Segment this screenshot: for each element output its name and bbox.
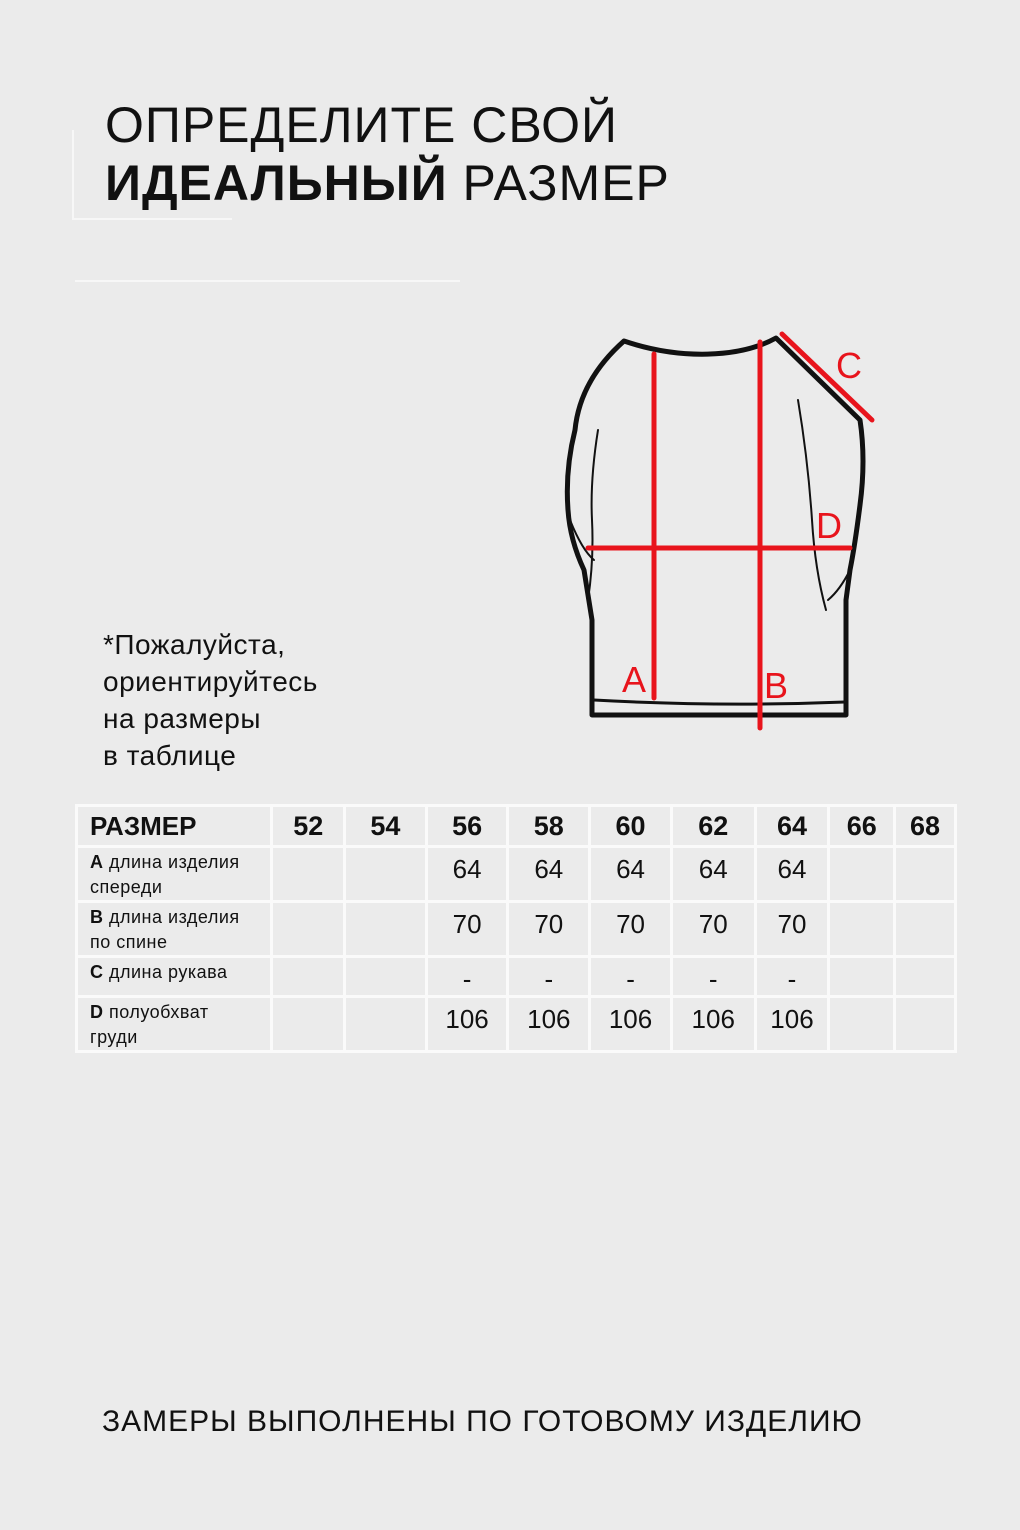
table-cell: [829, 997, 895, 1052]
table-cell: 106: [508, 997, 590, 1052]
row-label: C длина рукава: [77, 957, 272, 997]
table-cell: [345, 847, 427, 902]
hem-band: [594, 700, 845, 704]
table-cell: [895, 847, 956, 902]
size-header: 64: [755, 806, 829, 847]
table-cell: 70: [508, 902, 590, 957]
size-header: 66: [829, 806, 895, 847]
size-note: *Пожалуйста, ориентируйтесь на размеры в таблице: [103, 629, 318, 771]
table-cell: -: [508, 957, 590, 997]
garment-measurement-diagram: [550, 320, 890, 750]
size-header: 52: [272, 806, 345, 847]
table-cell: 70: [671, 902, 755, 957]
title-bold-word: ИДЕАЛЬНЫЙ: [105, 155, 448, 211]
left-side-seam: [588, 430, 598, 600]
table-cell: [345, 902, 427, 957]
title-line-2: [105, 154, 670, 212]
decorative-line: [75, 280, 460, 282]
size-header: 58: [508, 806, 590, 847]
table-cell: -: [426, 957, 508, 997]
table-cell: 64: [755, 847, 829, 902]
table-row: [77, 902, 956, 957]
row-label: B длина изделия по спине: [77, 902, 272, 957]
page-title: [105, 96, 670, 212]
size-table: [75, 804, 957, 1053]
label-a: A: [622, 659, 647, 700]
table-row: [77, 957, 956, 997]
table-cell: [345, 997, 427, 1052]
table-cell: 70: [590, 902, 672, 957]
row-label: A длина изделия спереди: [77, 847, 272, 902]
table-cell: 70: [426, 902, 508, 957]
decorative-line: [72, 130, 74, 220]
table-cell: [345, 957, 427, 997]
table-row: [77, 847, 956, 902]
size-header: 56: [426, 806, 508, 847]
size-header: 60: [590, 806, 672, 847]
table-cell: 64: [590, 847, 672, 902]
table-cell: 64: [671, 847, 755, 902]
table-cell: [829, 847, 895, 902]
table-cell: 106: [671, 997, 755, 1052]
size-header: 62: [671, 806, 755, 847]
table-row: [77, 997, 956, 1052]
header-label: РАЗМЕР: [77, 806, 272, 847]
table-cell: 64: [426, 847, 508, 902]
size-header: 68: [895, 806, 956, 847]
table-cell: [895, 997, 956, 1052]
title-rest: РАЗМЕР: [447, 155, 670, 211]
row-label: D полуобхват груди: [77, 997, 272, 1052]
table-cell: 64: [508, 847, 590, 902]
footer-note: ЗАМЕРЫ ВЫПОЛНЕНЫ ПО ГОТОВОМУ ИЗДЕЛИЮ: [102, 1405, 863, 1438]
table-cell: [272, 997, 345, 1052]
table-cell: [272, 957, 345, 997]
table-header-row: [77, 806, 956, 847]
label-c: C: [836, 345, 862, 386]
table-cell: 106: [426, 997, 508, 1052]
title-line-1: ОПРЕДЕЛИТЕ СВОЙ: [105, 97, 618, 153]
table-cell: 106: [755, 997, 829, 1052]
table-cell: [829, 957, 895, 997]
label-d: D: [816, 505, 842, 546]
table-cell: 106: [590, 997, 672, 1052]
table-cell: [895, 902, 956, 957]
table-cell: [272, 902, 345, 957]
table-cell: [272, 847, 345, 902]
table-cell: -: [671, 957, 755, 997]
table-cell: [829, 902, 895, 957]
table-cell: 70: [755, 902, 829, 957]
table-cell: -: [755, 957, 829, 997]
label-b: B: [764, 665, 789, 706]
table-cell: -: [590, 957, 672, 997]
table-cell: [895, 957, 956, 997]
decorative-line: [72, 218, 232, 220]
size-header: 54: [345, 806, 427, 847]
